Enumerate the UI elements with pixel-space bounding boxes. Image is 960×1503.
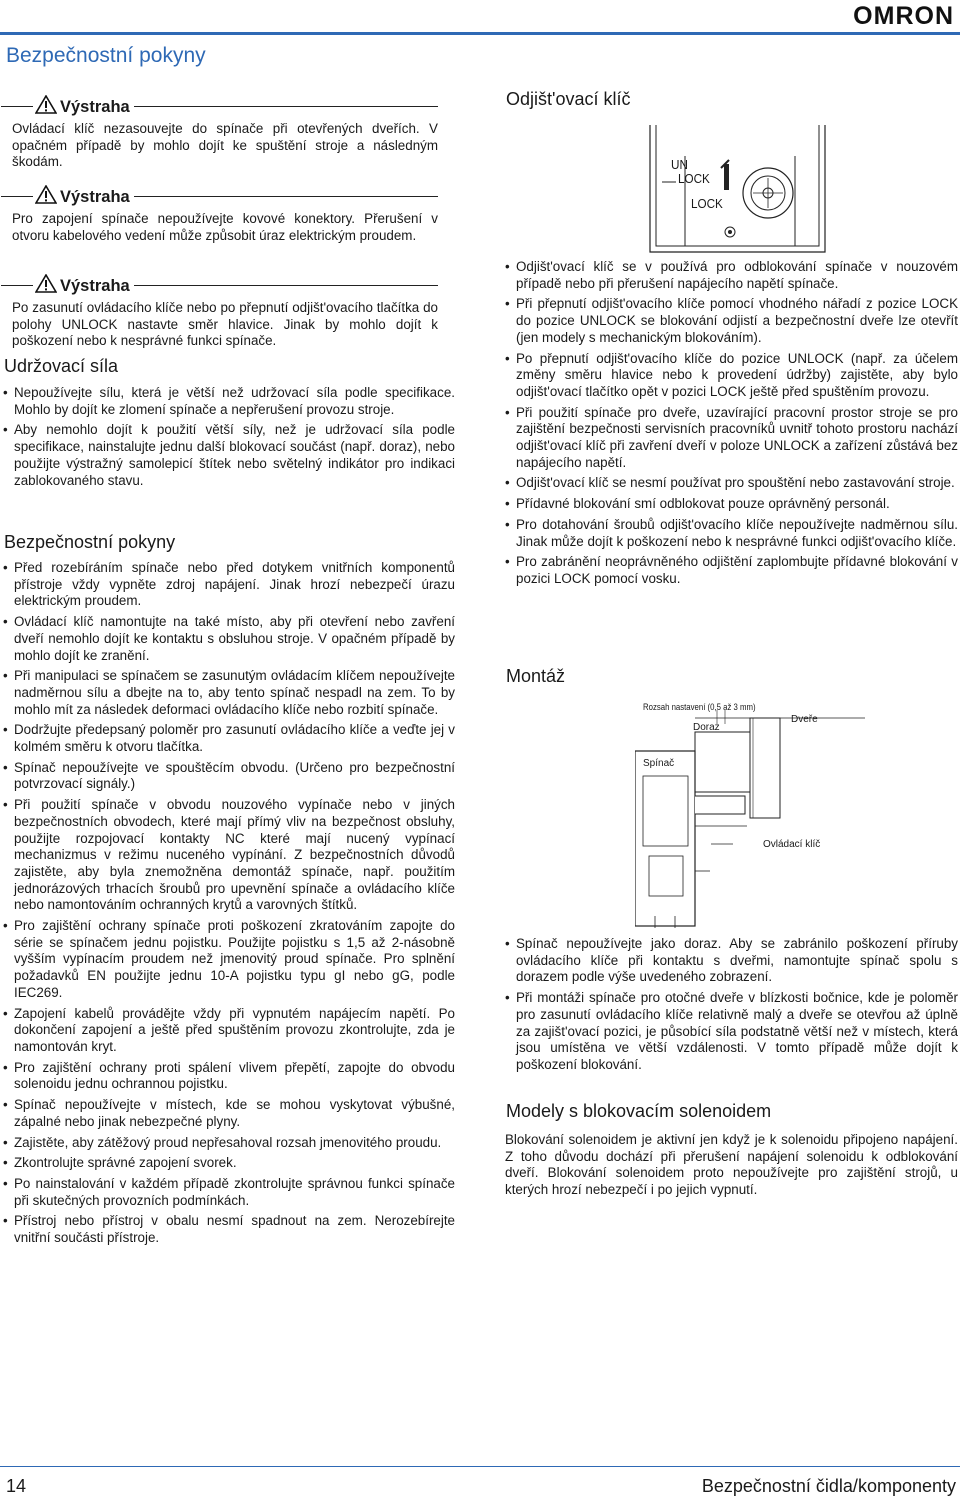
list-item: • Pro dotahování šroubů odjišt'ovacího klíče nepoužívejte nadměrnou sílu. Jinak může dojít k poškození nebo k nesprávné funkci odjišt'ovacího klíče. [505,517,958,550]
lock-label: LOCK [691,196,723,211]
list-item: • Zkontrolujte správné zapojení svorek. [3,1155,455,1172]
warning-label: Výstraha [60,188,130,206]
omron-logo: OMRON [853,2,954,30]
warning-header [12,274,438,296]
list-item: • Po nainstalování v každém případě zkontrolujte správnou funkci spínače při skutečných provozních podmínkách. [3,1176,455,1209]
list-item: • Při manipulaci se spínačem se zasunutým ovládacím klíčem nepoužívejte nadměrnou sílu a dbejte na to, aby tento spínač nespadl na zem. To by mohlo mít za následek deformaci ovládacího klíče nebo rozbití spínače. [3,668,455,718]
solenoid-heading: Modely s blokovacím solenoidem [506,1101,772,1121]
mounting-drawing [635,696,865,928]
footer-title: Bezpečnostní čidla/komponenty [701,1476,956,1496]
mounting-heading: Montáž [506,666,566,686]
warning-triangle-icon [35,274,57,293]
warning-text: Ovládací klíč nezasouvejte do spínače při otevřených dveřích. V opačném případě by mohlo dojít ke spuštění stroje a následným škodám. [12,121,438,170]
list-item: • Spínač nepoužívejte jako doraz. Aby se zabránilo poškození příruby ovládacího klíče při kontaktu s dveřmi, namontujte spínač spolu s dorazem podle výše uvedeného zobrazení. [505,936,958,986]
page-number: 14 [6,1476,27,1496]
list-item: • Nepoužívejte sílu, která je větší než udržovací síla podle specifikace. Mohlo by dojít ke zlomení spínače a nepřerušení provozu stroje. [3,385,455,418]
adjust-range-label: Rozsah nastavení (0,5 až 3 mm) [643,702,756,713]
list-item: • Přídavné blokování smí odblokovat pouze oprávněný personál. [505,496,958,513]
page-title: Bezpečnostní pokyny [6,44,206,67]
list-item: • Při přepnutí odjišt'ovacího klíče pomocí vhodného nářadí z pozice LOCK do pozice UNLOCK se blokování odjistí a bezpečnostní dveře lze otevřít (jen modely s mechanickým blokováním). [505,296,958,346]
stop-label: Doraz [693,722,720,733]
list-item: • Pro zabránění neoprávněného odjištění zaplombujte přídavné blokování v pozici LOCK pomocí vosku. [505,554,958,587]
list-item: • Pro zajištění ochrany proti spálení vlivem přepětí, zapojte do obvodu solenoidu jednu ochrannou pojistku. [3,1060,455,1093]
unlock-label-un: UN [671,157,688,172]
holding-force-heading: Udržovací síla [4,356,119,376]
warning-label: Výstraha [60,98,130,116]
list-item: • Ovládací klíč namontujte na také místo, aby při otevření nebo zavření dveří nemohlo dojít ke kontaktu s obsluhou stroje. V opačném případě by mohlo dojít ke zranění. [3,614,455,664]
warning-text: Po zasunutí ovládacího klíče nebo po přepnutí odjišt'ovacího tlačítka do polohy UNLOCK nastavte směr hlavice. Jinak by mohlo dojít k poškození nebo k nesprávné funkci spínače. [12,300,438,349]
door-label: Dveře [791,714,818,725]
list-item: • Aby nemohlo dojít k použití větší síly, než je udržovací síla podle specifikace, nainstalujte jednu další blokovací součást (např. doraz), nebo použijte výstražný samolepicí štítek nebo světelný indikátor pro indikaci zablokovaného stavu. [3,422,455,489]
warning-header [12,185,438,207]
list-item: • Při použití spínače pro dveře, uzavírající pracovní prostor stroje se pro zajištění bezpečnosti servisních pracovníků uvnitř tohoto prostoru nachází odjišt'ovací klíč při zavření dveří v poloze UNLOCK a zařízení zůstává bez napájecího napětí. [505,405,958,472]
warning-text: Pro zapojení spínače nepoužívejte kovové konektory. Přerušení v otvoru kabelového vedení může způsobit úraz elektrickým proudem. [12,211,438,243]
list-item: • Po přepnutí odjišt'ovacího klíče do pozice UNLOCK (např. za účelem změny směru hlavice nebo k provedení údržby) zajistěte, aby bylo odjišt'ovací tlačítko opět v pozici LOCK ještě před spuštěním provozu. [505,351,958,401]
operating-key-label: Ovládací klíč [763,839,821,850]
mounting-figure [635,696,865,928]
warning-box-3 [12,274,438,350]
switch-label: Spínač [643,758,675,769]
list-item: • Před rozebíráním spínače nebo před dotykem vnitřních komponentů přístroje vždy vypněte zdroj napájení. Jinak hrozí nebezpečí úrazu elektrickým proudem. [3,560,455,610]
release-key-list [505,259,958,592]
release-key-drawing [645,120,845,260]
list-item: • Při použití spínače v obvodu nouzového vypínače nebo v jiných bezpečnostních obvodech, které mají přímý vliv na bezpečnost obsluhy, použijte rozpojovací kontakty NC které mají nucený vypínací mechanizmus v režimu nuceného vypínání. Z bezpečnostních důvodů zajistěte, aby byla znemožněna demontáž spínače, např. použitím jednorázových trhacích šroubů pro upevnění spínače a ovládacího klíče nebo namontováním ochranných krytů a varovných štítků. [3,797,455,914]
warning-triangle-icon [35,185,57,204]
release-key-figure [645,120,845,260]
list-item: • Spínač nepoužívejte v místech, kde se mohou vyskytovat výbušné, zápalné nebo jinak nebezpečné plyny. [3,1097,455,1130]
warning-box-1 [12,95,438,171]
unlock-label-lock: LOCK [678,171,710,186]
warning-box-2 [12,185,438,244]
warning-header [12,95,438,117]
release-key-heading: Odjišt'ovací klíč [506,89,631,109]
list-item: • Při montáži spínače pro otočné dveře v blízkosti bočnice, kde je poloměr pro zasunutí ovládacího klíče relativně malý a dveře se otevřou až úplně za zajišt'ovací pozici, je působící síla podstatně větší než v místech, která jsou umístěna ve větší vzdálenosti. V tomto případě může dojít k poškození blokování. [505,990,958,1074]
list-item: • Zapojení kabelů provádějte vždy při vypnutém napájecím napětí. Po dokončení zapojení a ještě před spuštěním provozu zkontrolujte, zda je namontován kryt. [3,1006,455,1056]
warning-triangle-icon [35,95,57,114]
holding-force-list [3,385,455,493]
list-item: • Odjišt'ovací klíč se nesmí používat pro spouštění nebo zastavování stroje. [505,475,958,492]
solenoid-text: Blokování solenoidem je aktivní jen když je k solenoidu připojeno napájení. Z toho důvodu dochází při přerušení napájení solenoidu k odblokování dveří. Blokování solenoidem proto nepoužívejte pro zajištění strojů, u kterých hrozí nebezpečí i po jejich vypnutí. [505,1132,958,1198]
safety-list [3,560,455,1251]
list-item: • Spínač nepoužívejte ve spouštěcím obvodu. (Určeno pro bezpečnostní potvrzovací signály.) [3,760,455,793]
footer-divider [0,1466,960,1467]
list-item: • Pro zajištění ochrany spínače proti poškození zkratováním zapojte do série se spínačem jednu pojistku. Použijte pojistku s 1,5 až 2-násobně vyšším vypínacím proudem než jmenovitý proud spínače. Pro splnění požadavků EN použijte jednu 10-A pojistku typu gI nebo gG, podle IEC269. [3,918,455,1002]
safety-heading: Bezpečnostní pokyny [4,532,176,552]
top-bar [0,0,960,35]
list-item: • Odjišt'ovací klíč se v používá pro odblokování spínače v nouzovém případě nebo při přerušení napájecího napětí spínače. [505,259,958,292]
list-item: • Přístroj nebo přístroj v obalu nesmí spadnout na zem. Nerozebírejte vnitřní součásti přístroje. [3,1213,455,1246]
warning-label: Výstraha [60,277,130,295]
list-item: • Zajistěte, aby zátěžový proud nepřesahoval rozsah jmenovitého proudu. [3,1135,455,1152]
mounting-list [505,936,958,1078]
list-item: • Dodržujte předepsaný poloměr pro zasunutí ovládacího klíče a veďte jej v kolmém směru k otvoru tlačítka. [3,722,455,755]
